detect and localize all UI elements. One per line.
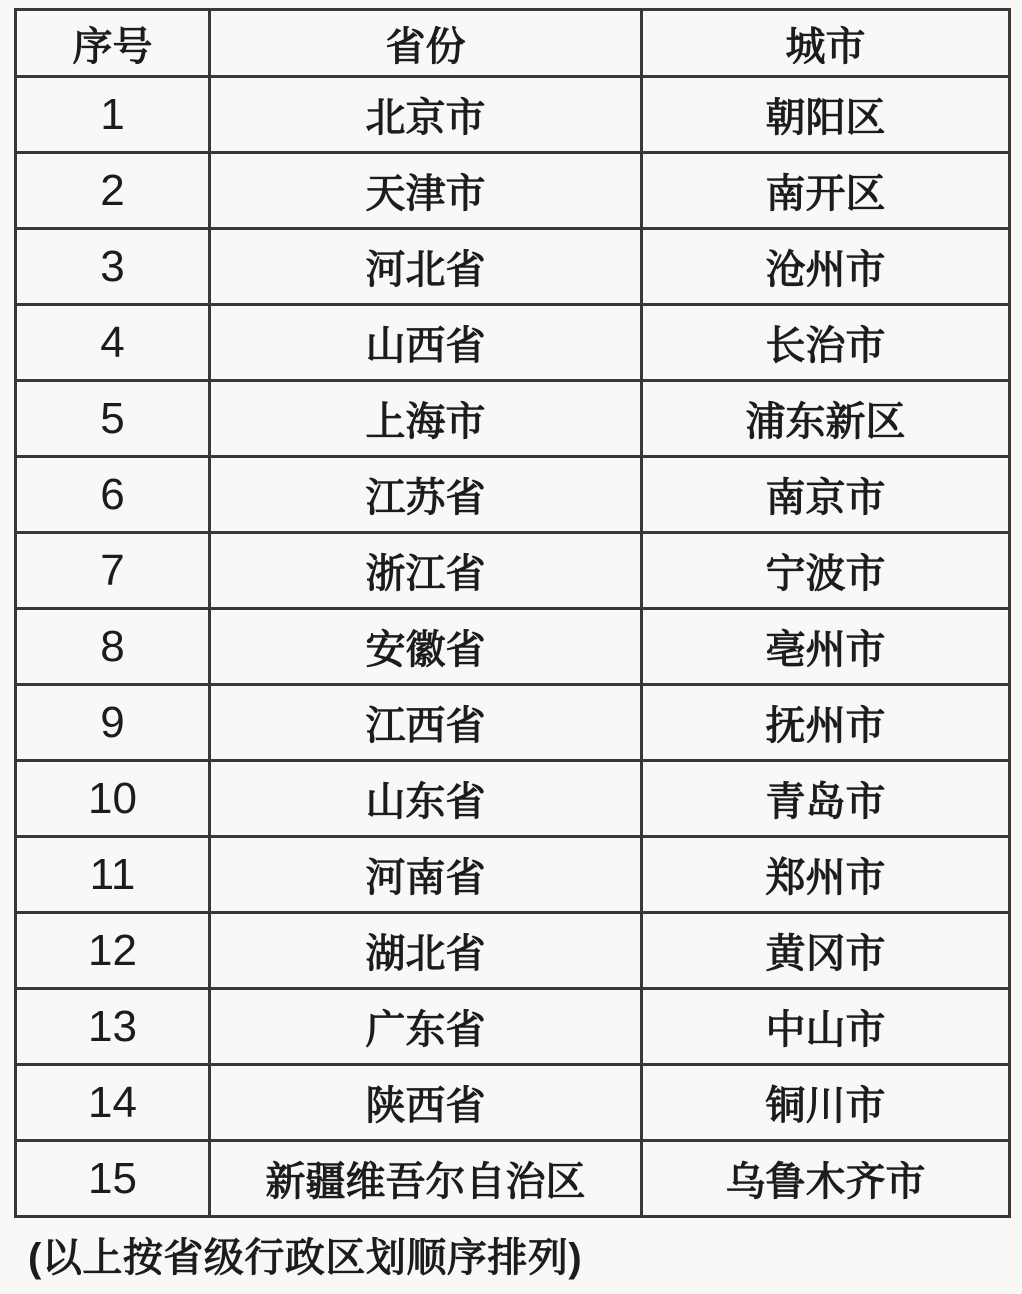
cell-city: 郑州市: [642, 837, 1010, 913]
cell-province: 湖北省: [210, 913, 642, 989]
cell-province: 江苏省: [210, 457, 642, 533]
cell-city: 中山市: [642, 989, 1010, 1065]
cell-city: 南开区: [642, 153, 1010, 229]
cell-no: 8: [16, 609, 210, 685]
cell-province: 江西省: [210, 685, 642, 761]
cell-city: 铜川市: [642, 1065, 1010, 1141]
cell-city: 抚州市: [642, 685, 1010, 761]
cell-province: 上海市: [210, 381, 642, 457]
cell-city: 长治市: [642, 305, 1010, 381]
cell-no: 15: [16, 1141, 210, 1217]
cell-no: 11: [16, 837, 210, 913]
cell-city: 朝阳区: [642, 77, 1010, 153]
cell-no: 14: [16, 1065, 210, 1141]
province-city-table: [14, 8, 1011, 1218]
cell-province: 河北省: [210, 229, 642, 305]
table-row: [16, 913, 1010, 989]
table-row: [16, 457, 1010, 533]
cell-no: 10: [16, 761, 210, 837]
cell-city: 沧州市: [642, 229, 1010, 305]
table-row: [16, 77, 1010, 153]
table-row: [16, 685, 1010, 761]
cell-province: 广东省: [210, 989, 642, 1065]
table-header-row: [16, 10, 1010, 77]
table-row: [16, 609, 1010, 685]
table-row: [16, 1065, 1010, 1141]
cell-no: 5: [16, 381, 210, 457]
cell-no: 13: [16, 989, 210, 1065]
column-header-no: 序号: [16, 10, 210, 77]
table-row: [16, 989, 1010, 1065]
cell-province: 河南省: [210, 837, 642, 913]
cell-no: 3: [16, 229, 210, 305]
cell-city: 浦东新区: [642, 381, 1010, 457]
table-row: [16, 761, 1010, 837]
cell-province: 安徽省: [210, 609, 642, 685]
cell-city: 黄冈市: [642, 913, 1010, 989]
cell-province: 北京市: [210, 77, 642, 153]
cell-province: 天津市: [210, 153, 642, 229]
cell-no: 6: [16, 457, 210, 533]
column-header-city: 城市: [642, 10, 1010, 77]
cell-city: 亳州市: [642, 609, 1010, 685]
cell-no: 12: [16, 913, 210, 989]
cell-no: 2: [16, 153, 210, 229]
cell-no: 7: [16, 533, 210, 609]
cell-province: 山西省: [210, 305, 642, 381]
footer-note: (以上按省级行政区划顺序排列): [28, 1236, 583, 1280]
cell-no: 4: [16, 305, 210, 381]
cell-no: 1: [16, 77, 210, 153]
cell-city: 青岛市: [642, 761, 1010, 837]
cell-city: 宁波市: [642, 533, 1010, 609]
cell-city: 南京市: [642, 457, 1010, 533]
cell-province: 陕西省: [210, 1065, 642, 1141]
table-row: [16, 381, 1010, 457]
cell-province: 浙江省: [210, 533, 642, 609]
cell-province: 山东省: [210, 761, 642, 837]
table-row: [16, 837, 1010, 913]
table-row: [16, 305, 1010, 381]
cell-no: 9: [16, 685, 210, 761]
table-row: [16, 229, 1010, 305]
column-header-province: 省份: [210, 10, 642, 77]
table-row: [16, 1141, 1010, 1217]
cell-city: 乌鲁木齐市: [642, 1141, 1010, 1217]
cell-province: 新疆维吾尔自治区: [210, 1141, 642, 1217]
table-row: [16, 153, 1010, 229]
table-row: [16, 533, 1010, 609]
